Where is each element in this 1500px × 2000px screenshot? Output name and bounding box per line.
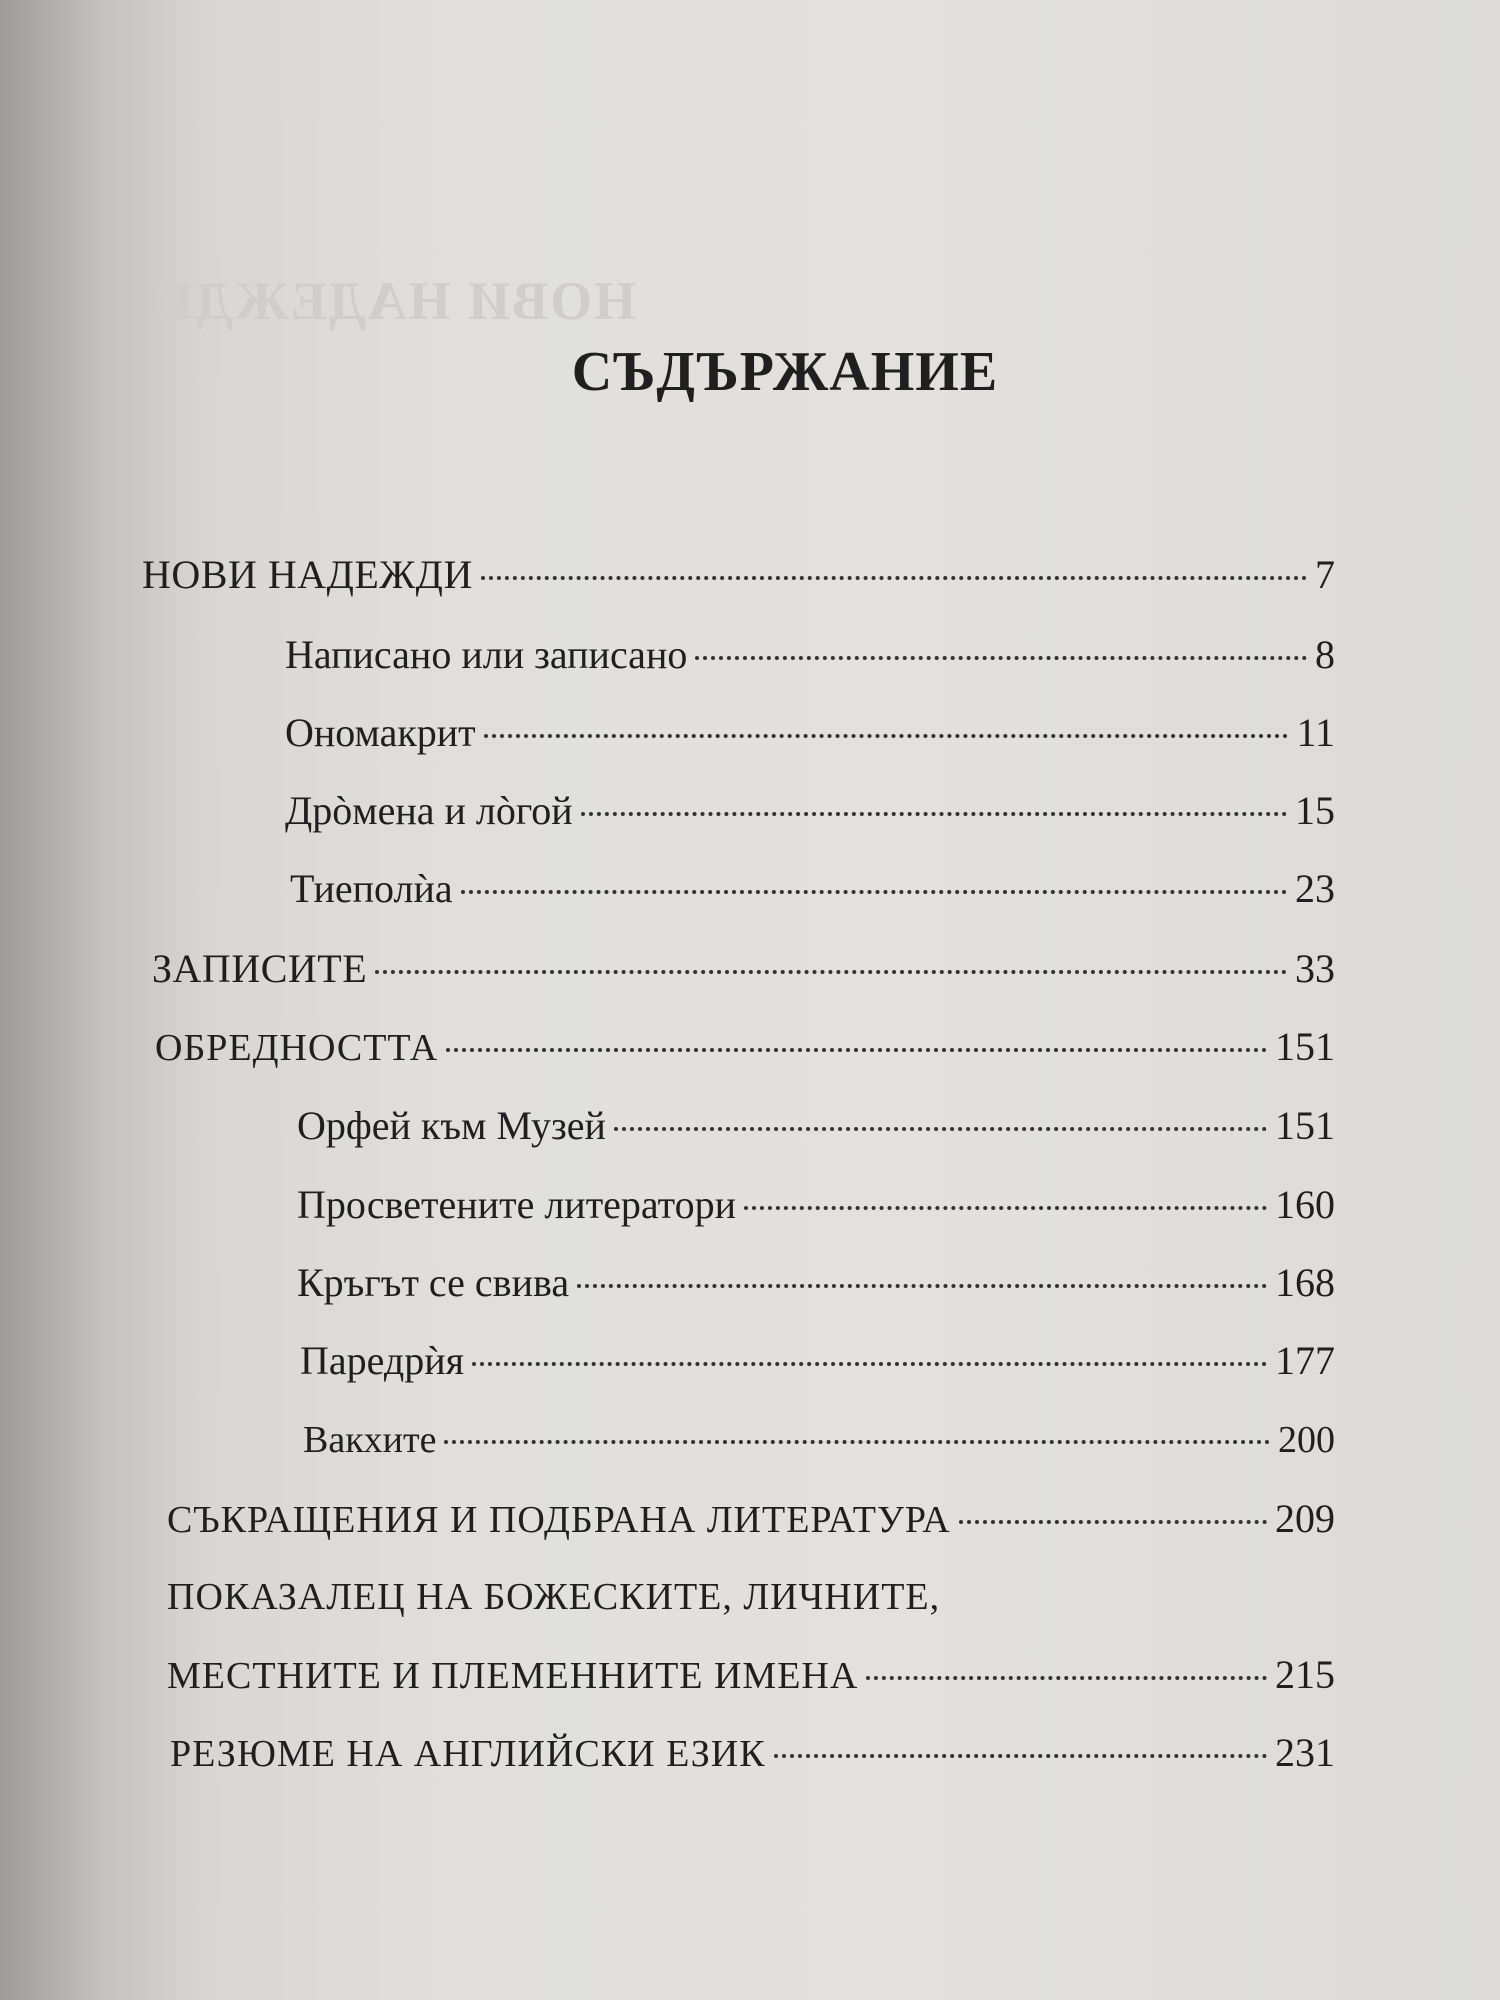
dot-leader bbox=[481, 576, 1307, 580]
toc-entry[interactable] bbox=[152, 939, 1335, 999]
toc-entry-label: СЪКРАЩЕНИЯ И ПОДБРАНА ЛИТЕРАТУРА bbox=[167, 1499, 951, 1541]
toc-entry-page: 209 bbox=[1275, 1496, 1335, 1541]
toc-entry[interactable] bbox=[300, 1331, 1335, 1391]
toc-entry-page: 11 bbox=[1296, 710, 1335, 755]
dot-leader bbox=[472, 1362, 1267, 1366]
dot-leader bbox=[614, 1127, 1267, 1131]
dot-leader bbox=[375, 970, 1287, 974]
toc-entry-page: 231 bbox=[1275, 1730, 1335, 1775]
toc-entry[interactable] bbox=[142, 545, 1335, 605]
dot-leader bbox=[577, 1284, 1267, 1288]
dot-leader bbox=[774, 1754, 1267, 1758]
toc-entry[interactable] bbox=[170, 1723, 1335, 1783]
toc-entry-label: ПОКАЗАЛЕЦ НА БОЖЕСКИТЕ, ЛИЧНИТЕ, bbox=[167, 1576, 941, 1618]
bleed-through-text: НОВИ НАДЕЖДИ bbox=[150, 271, 637, 331]
toc-entry-label: Паредрѝя bbox=[300, 1338, 465, 1383]
toc-entry[interactable] bbox=[167, 1489, 1335, 1549]
toc-entry-label: Тиеполѝа bbox=[290, 866, 453, 911]
toc-entry-page: 151 bbox=[1275, 1024, 1335, 1069]
dot-leader bbox=[744, 1206, 1267, 1210]
toc-entry-label: Кръгът се свива bbox=[297, 1260, 570, 1305]
toc-entry-label: Написано или записано bbox=[285, 632, 688, 677]
toc-entry[interactable] bbox=[155, 1017, 1335, 1077]
toc-entry-label: Просветените литератори bbox=[297, 1182, 737, 1227]
dot-leader bbox=[444, 1440, 1270, 1444]
toc-entry[interactable] bbox=[167, 1645, 1335, 1705]
dot-leader bbox=[695, 656, 1307, 660]
toc-entry-page: 160 bbox=[1275, 1182, 1335, 1227]
toc-entry-page: 15 bbox=[1295, 788, 1335, 833]
toc-entry-page: 200 bbox=[1278, 1419, 1335, 1461]
toc-entry[interactable] bbox=[285, 781, 1335, 841]
dot-leader bbox=[484, 734, 1289, 738]
page-title: СЪДЪРЖАНИЕ bbox=[571, 341, 999, 403]
toc-entry[interactable] bbox=[167, 1567, 1335, 1627]
toc-entry[interactable] bbox=[297, 1096, 1335, 1156]
toc-entry[interactable] bbox=[285, 703, 1335, 763]
toc-entry-page: 33 bbox=[1295, 946, 1335, 991]
toc-entry[interactable] bbox=[285, 625, 1335, 685]
dot-leader bbox=[581, 812, 1287, 816]
toc-entry-label: Орфей към Музей bbox=[297, 1103, 606, 1148]
toc-entry-page: 7 bbox=[1315, 552, 1335, 597]
toc-entry-label: ЗАПИСИТЕ bbox=[152, 946, 368, 991]
toc-entry[interactable] bbox=[290, 859, 1335, 919]
toc-entry-page: 168 bbox=[1275, 1260, 1335, 1305]
toc-entry-label: РЕЗЮМЕ НА АНГЛИЙСКИ ЕЗИК bbox=[170, 1733, 766, 1775]
toc-entry-page: 215 bbox=[1275, 1652, 1335, 1697]
toc-entry[interactable] bbox=[297, 1175, 1335, 1235]
dot-leader bbox=[959, 1520, 1267, 1524]
toc-entry-page: 23 bbox=[1295, 866, 1335, 911]
toc-entry-label: Ономакрит bbox=[285, 710, 476, 755]
toc-entry[interactable] bbox=[303, 1410, 1335, 1470]
dot-leader bbox=[446, 1048, 1267, 1052]
dot-leader bbox=[461, 890, 1287, 894]
toc-entry-label: Вакхите bbox=[303, 1419, 437, 1461]
toc-entry-label: МЕСТНИТЕ И ПЛЕМЕННИТЕ ИМЕНА bbox=[167, 1655, 859, 1697]
dot-leader bbox=[866, 1676, 1267, 1680]
toc-entry-page: 151 bbox=[1275, 1103, 1335, 1148]
toc-entry-label: ОБРЕДНОСТТА bbox=[155, 1027, 439, 1069]
toc-entry-page: 8 bbox=[1315, 632, 1335, 677]
toc-entry-label: Дрòмена и лòгой bbox=[285, 788, 573, 833]
toc-entry-label: НОВИ НАДЕЖДИ bbox=[142, 552, 473, 597]
toc-entry-page: 177 bbox=[1275, 1338, 1335, 1383]
toc-entry[interactable] bbox=[297, 1253, 1335, 1313]
